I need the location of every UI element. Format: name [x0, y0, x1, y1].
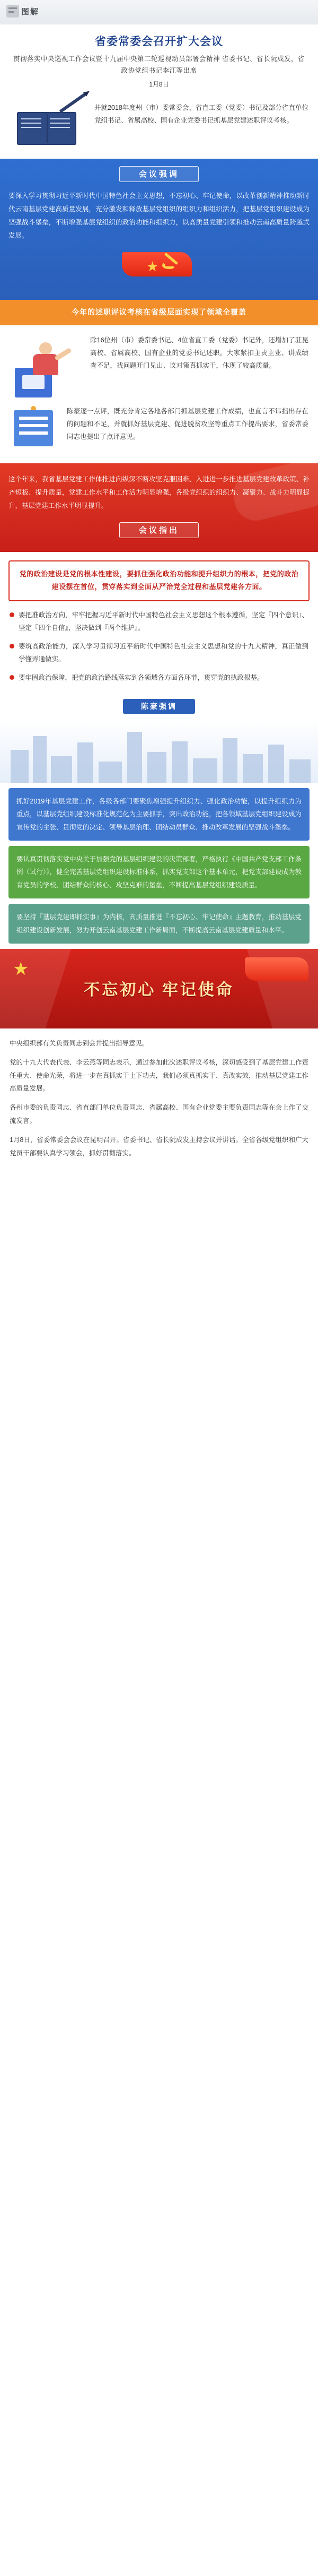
list-item — [10, 640, 308, 666]
building-shape — [99, 762, 122, 783]
emphasis-body-1: 要深入学习贯彻习近平新时代中国特色社会主义思想，不忘初心、牢记使命，以改革创新精神推动新时代云南基层党建高质量发展，充分激发和释放基层党组织的组织力和组织活力，把基层党组织建设成为坚强战斗堡垒，不断增强基层党组织的政治功能和组织力，以高质量党建引领和推动云南高质量跨越式发展。 — [8, 192, 310, 239]
building-shape — [223, 738, 237, 783]
building-shape — [289, 759, 311, 783]
political-construction-card: 党的政治建设是党的根本性建设，要抓住强化政治功能和提升组织力的根本，把党的政治建设摆在首位，贯穿落实到全面从严治党全过程和基层党建各方面。 — [8, 560, 310, 601]
book-and-pen-illustration — [10, 98, 89, 151]
page-subtitle: 贯彻落实中央巡视工作会议暨十九届中央第二轮巡视动员部署会精神 省委书记、省长阮成发，省政协党组书记李江等出席 — [13, 55, 305, 74]
book-icon — [17, 112, 76, 145]
party-flag-emblem — [122, 248, 196, 289]
orange-headline: 今年的述职评议考核在省级层面实现了领域全覆盖 — [0, 300, 318, 325]
speaker-text: 除16位州（市）委常委书记、4位省直工委（党委）书记外，还增加了驻昆高校、省属高校、国有企业的党委书记述职。大家紧扣主责主业、讲成绩查不足，找问题开门见山、议对策真抓实干，体现了较高质量。 — [90, 336, 308, 370]
bullet-text: 要把准政治方向，牢牢把握习近平新时代中国特色社会主义思想这个根本遵循，坚定『四个意识』、坚定『四个自信』，坚决做到『两个维护』。 — [19, 611, 308, 632]
building-shape — [33, 736, 47, 783]
bullet-list — [0, 601, 318, 693]
list-item — [10, 671, 308, 684]
chen-comment-text: 陈豪逐一点评，既充分肯定各地各部门抓基层党建工作成绩，也直言不讳指出存在的问题和不足，并就抓好基层党建、促进脱贫攻坚等重点工作提出要求，省委常委同志也提出了点评意见。 — [67, 407, 308, 441]
building-shape — [268, 745, 284, 783]
city-skyline-decoration — [0, 719, 318, 783]
tail-paragraph: 各州市委的负责同志、省直部门单位负责同志、省属高校、国有企业党委主要负责同志等在会上作了交流发言。 — [10, 1104, 308, 1125]
bullet-text: 要筑高政治能力，深入学习贯彻习近平新时代中国特色社会主义思想和党的十九大精神，真正做到学懂弄通做实。 — [19, 642, 308, 663]
building-shape — [193, 758, 217, 783]
bullet-dot-icon — [10, 612, 14, 617]
emphasis-label-1: 会议强调 — [119, 166, 199, 182]
chen-emphasis-label: 陈豪强调 — [123, 699, 195, 714]
points-out-label: 会议指出 — [119, 522, 199, 538]
article-date: 1月8日 — [149, 80, 169, 88]
title-block — [0, 24, 318, 96]
logo-group — [6, 5, 39, 18]
building-shape — [127, 732, 142, 783]
intro-section — [0, 96, 318, 159]
page-title: 省委常委会召开扩大会议 — [95, 35, 223, 48]
red-band-section — [0, 463, 318, 552]
sickle-icon — [162, 262, 176, 269]
star-icon: ★ — [13, 958, 29, 979]
person-head-icon — [39, 342, 52, 355]
chen-comment-section — [0, 403, 318, 463]
content-block-blue: 抓好2019年基层党建工作，各级各部门要聚焦增强提升组织力、强化政治功能，以提升组织力为重点，以基层党组织建设标准化规范化为主要抓手，突出政治功能，把各领域基层党组织建设成为宣传党的主张、贯彻党的决定、领导基层治理、团结动员群众、推动改革发展的坚强战斗堡垒。 — [8, 788, 310, 841]
star-icon: ★ — [146, 258, 159, 274]
logo-label: 图解 — [21, 7, 40, 16]
content-block-teal: 要坚持『基层党建即抓实事』为内核，高质量推进『不忘初心、牢记使命』主题教育，推动基层党组织建设创新发展，努力开创云南基层党建工作新局面，不断提高云南基层党建质量和水平。 — [8, 904, 310, 944]
infographic-page — [0, 0, 318, 1181]
tail-paragraph: 中央组织部有关负责同志到会并提出指导意见。 — [10, 1039, 149, 1047]
board-icon — [14, 410, 53, 446]
podium-speaker-illustration — [10, 334, 84, 397]
bullet-dot-icon — [10, 644, 14, 649]
building-shape — [51, 756, 72, 783]
content-block-green: 要认真贯彻落实党中央关于加强党的基层组织建设的决策部署，严格执行《中国共产党支部工作条例（试行）》，健全完善基层党组织建设标准体系，抓实党支部这个基本单元，把党支部建设成为教育党员的学校、团结群众的核心、攻坚克难的堡垒，不断提高基层党组织建设质量。 — [8, 846, 310, 898]
slogan-text: 不忘初心 牢记使命 — [84, 981, 234, 999]
top-banner — [0, 0, 318, 24]
bullet-dot-icon — [10, 675, 14, 680]
person-arm-icon — [54, 347, 72, 361]
tail-paragraph: 党的十九大代表代表、李云燕等同志表示，通过参加此次述职评议考核，深切感受到了基层党建工作责任重大、使命光荣，将进一步在真抓实干上下功夫，我们必须真抓实干、真改实效，推动基层党建工作高质量发展。 — [10, 1059, 308, 1093]
building-shape — [77, 742, 93, 783]
tail-paragraph: 1月8日，省委常委会会议在昆明召开。省委书记、省长阮成发主持会议并讲话。全省各级党组织和广大党员干部要认真学习领会，抓好贯彻落实。 — [10, 1136, 308, 1157]
document-icon — [6, 5, 19, 18]
bullet-text: 要牢固政治保障，把党的政治路线落实到各领域各方面各环节，贯穿党的执政根基。 — [19, 673, 264, 681]
building-shape — [11, 750, 29, 783]
speaker-section — [0, 325, 318, 403]
pen-icon — [59, 93, 86, 113]
tail-text-section — [0, 1028, 318, 1181]
building-shape — [243, 754, 263, 783]
report-board-illustration — [10, 405, 60, 454]
intro-text: 并就2018年度州（市）委常委会、省直工委（党委）书记及部分省直单位党组书记、省属高校、国有企业党委书记抓基层党建述职评议考核。 — [94, 103, 308, 125]
book-lines-decoration — [21, 118, 41, 119]
emphasis-section-1 — [0, 159, 318, 300]
list-item — [10, 609, 308, 635]
bottom-slogan-banner — [0, 949, 318, 1028]
red-band-body: 这个年来，我省基层党建工作体推进向纵深不断攻坚克服困难、入进进一步推进基层党建改革政策、补齐短板、提升质量，党建工作水平和工作活力明显增强，各级党组织的组织力、凝聚力、战斗力明显提升，基层党建工作水平明显提升。 — [8, 475, 310, 509]
building-shape — [147, 752, 166, 783]
building-shape — [172, 741, 188, 783]
